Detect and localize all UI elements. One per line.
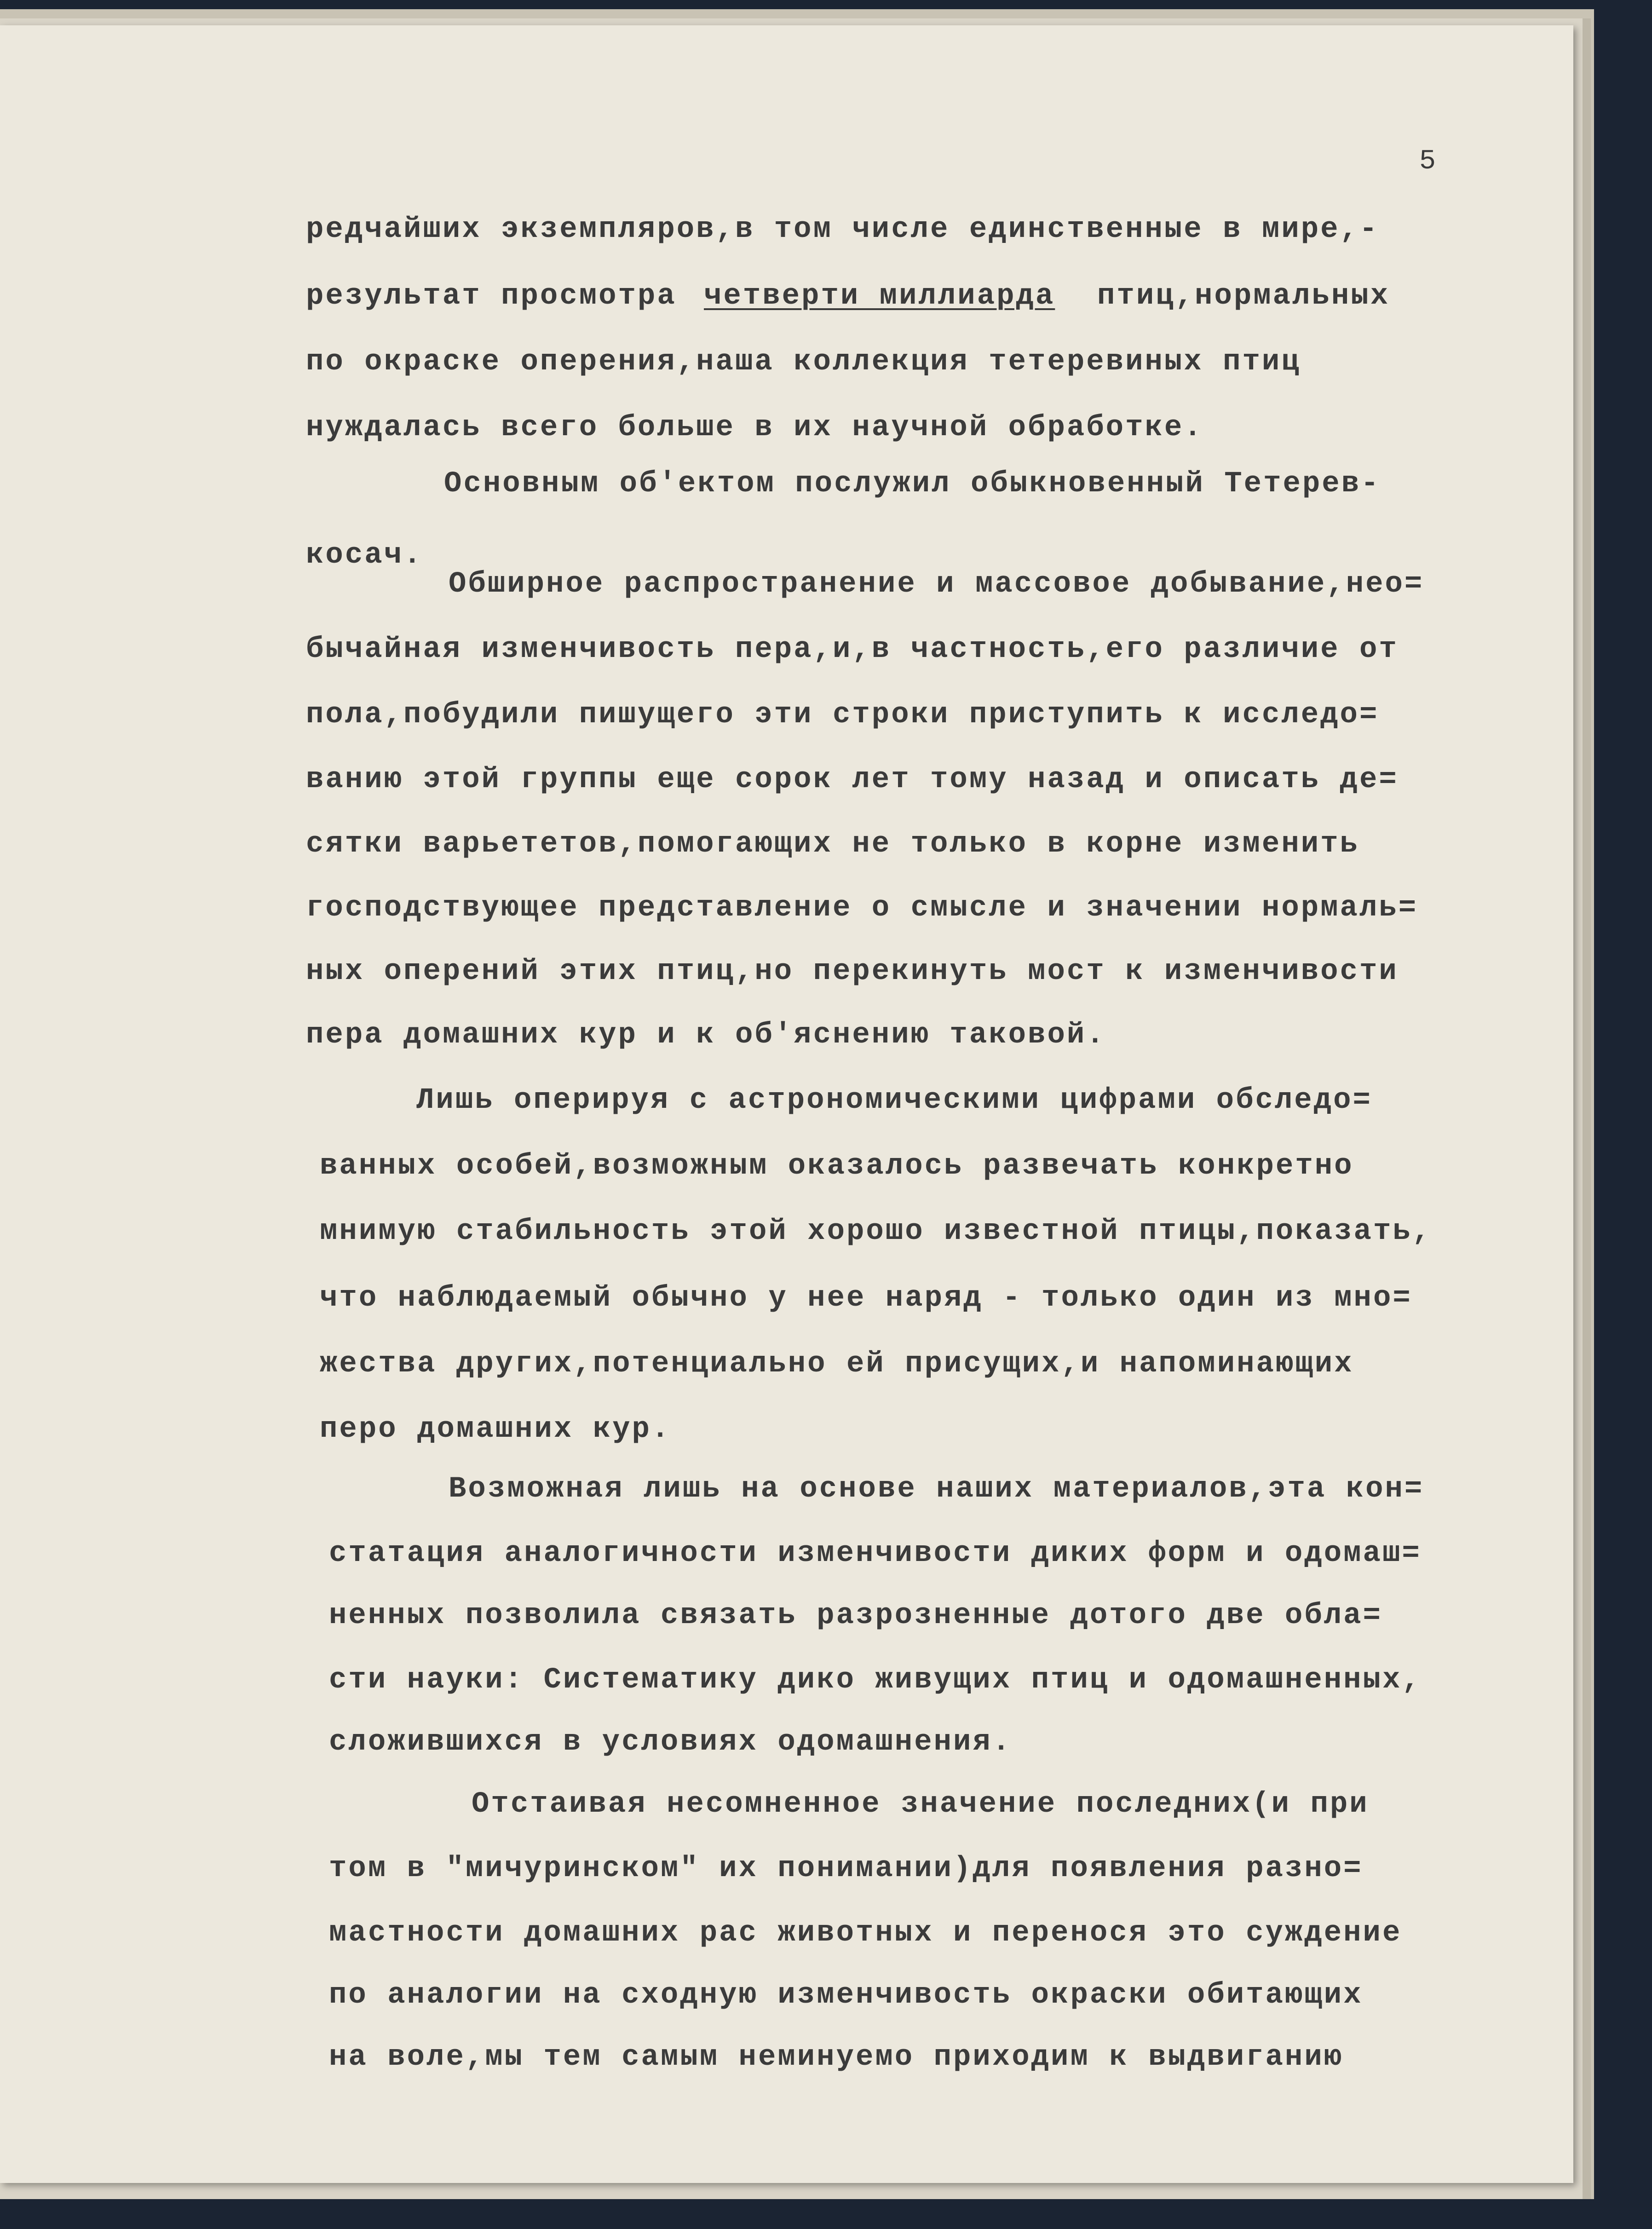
text-line: результат просмотра xyxy=(306,280,677,313)
text-line: ненных позволила связать разрозненные дотого две обла= xyxy=(329,1599,1382,1632)
text-line: нуждалась всего больше в их научной обработке. xyxy=(306,411,1203,444)
page-body xyxy=(0,25,1573,2183)
text-line: косач. xyxy=(306,539,423,572)
text-line: жества других,потенциально ей присущих,и напоминающих xyxy=(320,1348,1354,1381)
page-number: 5 xyxy=(1419,146,1436,177)
text-line: Лишь оперируя с астрономическими цифрами обследо= xyxy=(416,1084,1372,1117)
text-line: по аналогии на сходную изменчивость окраски обитающих xyxy=(329,1979,1363,2012)
text-line: мнимую стабильность этой хорошо известной птицы,показать, xyxy=(320,1215,1432,1248)
underlined-phrase: четверти миллиарда xyxy=(704,280,1055,313)
document-page xyxy=(0,25,1573,2183)
text-line: сложившихся в условиях одомашнения. xyxy=(329,1726,1012,1759)
text-line: мастности домашних рас животных и перенося это суждение xyxy=(329,1917,1402,1950)
text-line: птиц,нормальных xyxy=(1097,280,1390,313)
text-line: редчайших экземпляров,в том числе единственные в мире,- xyxy=(306,213,1379,246)
text-line: пера домашних кур и к об'яснению таковой. xyxy=(306,1019,1106,1052)
text-line: Отстаивая несомненное значение последних(и при xyxy=(472,1788,1369,1821)
text-line: пола,побудили пишущего эти строки приступить к исследо= xyxy=(306,698,1379,731)
text-line: по окраске оперения,наша коллекция тетеревиных птиц xyxy=(306,346,1301,379)
text-line: том в "мичуринском" их понимании)для появления разно= xyxy=(329,1852,1363,1885)
text-line: бычайная изменчивость пера,и,в частность,его различие от xyxy=(306,633,1399,666)
text-line: Обширное распространение и массовое добывание,нео= xyxy=(449,568,1424,601)
text-line: Возможная лишь на основе наших материалов,эта кон= xyxy=(449,1473,1424,1506)
text-line: сятки варьететов,помогающих не только в корне изменить xyxy=(306,828,1359,861)
text-line: на воле,мы тем самым неминуемо приходим к выдвиганию xyxy=(329,2041,1344,2074)
text-line: господствующее представление о смысле и значении нормаль= xyxy=(306,892,1418,925)
text-line: ных оперений этих птиц,но перекинуть мост к изменчивости xyxy=(306,955,1399,988)
text-line: ванию этой группы еще сорок лет тому назад и описать де= xyxy=(306,763,1399,796)
text-line: перо домашних кур. xyxy=(320,1413,671,1446)
text-line: статация аналогичности изменчивости диких форм и одомаш= xyxy=(329,1537,1422,1570)
text-line: ванных особей,возможным оказалось развечать конкретно xyxy=(320,1150,1354,1183)
text-line: сти науки: Систематику дико живущих птиц и одомашненных, xyxy=(329,1664,1422,1697)
text-line: Основным об'ектом послужил обыкновенный Тетерев- xyxy=(444,467,1381,501)
text-line: что наблюдаемый обычно у нее наряд - только один из мно= xyxy=(320,1282,1412,1315)
